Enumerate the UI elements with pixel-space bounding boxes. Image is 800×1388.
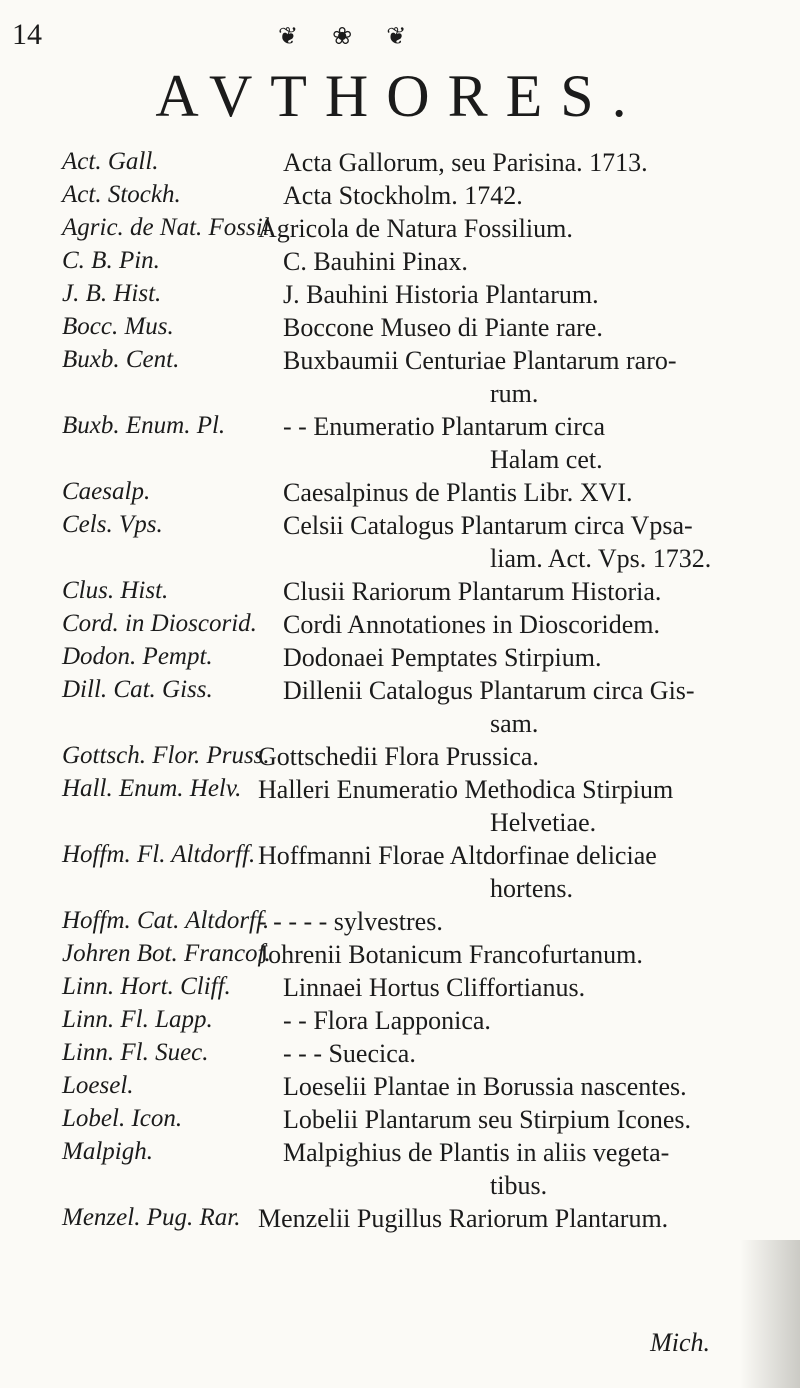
author-abbreviation: Linn. Hort. Cliff. bbox=[62, 973, 231, 1000]
author-full-title: - - Flora Lapponica. bbox=[283, 1006, 491, 1035]
author-abbreviation: Agric. de Nat. Fossil. bbox=[62, 214, 276, 241]
author-abbreviation: Cord. in Dioscorid. bbox=[62, 610, 257, 637]
author-abbreviation: Act. Stockh. bbox=[62, 181, 181, 208]
author-abbreviation: Caesalp. bbox=[62, 478, 151, 505]
author-abbreviation: J. B. Hist. bbox=[62, 280, 162, 307]
author-abbreviation: Act. Gall. bbox=[62, 148, 159, 175]
authors-list bbox=[0, 148, 800, 1237]
author-abbreviation: Linn. Fl. Lapp. bbox=[62, 1006, 213, 1033]
author-full-title: Helvetiae. bbox=[490, 808, 597, 837]
page-title: AVTHORES. bbox=[155, 63, 645, 129]
list-item bbox=[0, 544, 800, 577]
list-item bbox=[0, 1204, 800, 1237]
author-full-title: Clusii Rariorum Plantarum Historia. bbox=[283, 577, 662, 606]
list-item bbox=[0, 940, 800, 973]
author-full-title: sam. bbox=[490, 709, 539, 738]
author-full-title: rum. bbox=[490, 379, 539, 408]
list-item bbox=[0, 1039, 800, 1072]
author-abbreviation: Dodon. Pempt. bbox=[62, 643, 213, 670]
author-abbreviation: Johren Bot. Francof. bbox=[62, 940, 271, 967]
author-full-title: Lobelii Plantarum seu Stirpium Icones. bbox=[283, 1105, 691, 1134]
author-full-title: J. Bauhini Historia Plantarum. bbox=[283, 280, 599, 309]
author-abbreviation: Lobel. Icon. bbox=[62, 1105, 183, 1132]
author-full-title: Dillenii Catalogus Plantarum circa Gis- bbox=[283, 676, 695, 705]
author-abbreviation: C. B. Pin. bbox=[62, 247, 160, 274]
author-full-title: Dodonaei Pemptates Stirpium. bbox=[283, 643, 602, 672]
author-full-title: Caesalpinus de Plantis Libr. XVI. bbox=[283, 478, 633, 507]
author-full-title: Acta Gallorum, seu Parisina. 1713. bbox=[283, 148, 648, 177]
list-item bbox=[0, 610, 800, 643]
author-full-title: Loeselii Plantae in Borussia nascentes. bbox=[283, 1072, 687, 1101]
list-item bbox=[0, 412, 800, 445]
list-item bbox=[0, 874, 800, 907]
author-abbreviation: Hall. Enum. Helv. bbox=[62, 775, 242, 802]
list-item bbox=[0, 775, 800, 808]
list-item bbox=[0, 808, 800, 841]
author-full-title: Johrenii Botanicum Francofurtanum. bbox=[258, 940, 643, 969]
list-item bbox=[0, 1171, 800, 1204]
author-full-title: - - Enumeratio Plantarum circa bbox=[283, 412, 605, 441]
author-full-title: - - - - - sylvestres. bbox=[258, 907, 443, 936]
list-item bbox=[0, 280, 800, 313]
author-abbreviation: Menzel. Pug. Rar. bbox=[62, 1204, 241, 1231]
author-full-title: Agricola de Natura Fossilium. bbox=[258, 214, 573, 243]
author-abbreviation: Malpigh. bbox=[62, 1138, 153, 1165]
author-full-title: Cordi Annotationes in Dioscoridem. bbox=[283, 610, 660, 639]
author-abbreviation: Buxb. Enum. Pl. bbox=[62, 412, 226, 439]
author-abbreviation: Clus. Hist. bbox=[62, 577, 169, 604]
list-item bbox=[0, 577, 800, 610]
list-item bbox=[0, 445, 800, 478]
author-full-title: Buxbaumii Centuriae Plantarum raro- bbox=[283, 346, 677, 375]
author-full-title: Hoffmanni Florae Altdorfinae deliciae bbox=[258, 841, 657, 870]
author-full-title: liam. Act. Vps. 1732. bbox=[490, 544, 712, 573]
author-full-title: Boccone Museo di Piante rare. bbox=[283, 313, 603, 342]
author-full-title: Halam cet. bbox=[490, 445, 603, 474]
list-item bbox=[0, 907, 800, 940]
page-shadow bbox=[740, 1240, 800, 1388]
list-item bbox=[0, 643, 800, 676]
author-abbreviation: Cels. Vps. bbox=[62, 511, 163, 538]
list-item bbox=[0, 973, 800, 1006]
author-full-title: tibus. bbox=[490, 1171, 548, 1200]
author-abbreviation: Buxb. Cent. bbox=[62, 346, 180, 373]
list-item bbox=[0, 511, 800, 544]
list-item bbox=[0, 1138, 800, 1171]
author-abbreviation: Dill. Cat. Giss. bbox=[62, 676, 213, 703]
list-item bbox=[0, 1072, 800, 1105]
author-full-title: Halleri Enumeratio Methodica Stirpium bbox=[258, 775, 674, 804]
list-item bbox=[0, 148, 800, 181]
list-item bbox=[0, 709, 800, 742]
list-item bbox=[0, 313, 800, 346]
list-item bbox=[0, 214, 800, 247]
running-header bbox=[0, 18, 800, 58]
author-abbreviation: Hoffm. Fl. Altdorff. bbox=[62, 841, 256, 868]
author-full-title: Linnaei Hortus Cliffortianus. bbox=[283, 973, 586, 1002]
author-full-title: Malpighius de Plantis in aliis vegeta- bbox=[283, 1138, 670, 1167]
list-item bbox=[0, 346, 800, 379]
list-item bbox=[0, 676, 800, 709]
author-full-title: Celsii Catalogus Plantarum circa Vpsa- bbox=[283, 511, 693, 540]
author-full-title: Gottschedii Flora Prussica. bbox=[258, 742, 539, 771]
author-full-title: Menzelii Pugillus Rariorum Plantarum. bbox=[258, 1204, 669, 1233]
author-full-title: C. Bauhini Pinax. bbox=[283, 247, 468, 276]
catchword: Mich. bbox=[650, 1328, 710, 1357]
author-abbreviation: Gottsch. Flor. Pruss. bbox=[62, 742, 270, 769]
author-full-title: - - - Suecica. bbox=[283, 1039, 416, 1068]
list-item bbox=[0, 1105, 800, 1138]
author-full-title: Acta Stockholm. 1742. bbox=[283, 181, 523, 210]
author-abbreviation: Hoffm. Cat. Altdorff. bbox=[62, 907, 270, 934]
list-item bbox=[0, 247, 800, 280]
author-abbreviation: Linn. Fl. Suec. bbox=[62, 1039, 209, 1066]
author-full-title: hortens. bbox=[490, 874, 574, 903]
author-abbreviation: Loesel. bbox=[62, 1072, 134, 1099]
list-item bbox=[0, 379, 800, 412]
list-item bbox=[0, 841, 800, 874]
list-item bbox=[0, 742, 800, 775]
ornament-icon: ❦ ❀ ❦ bbox=[278, 24, 421, 50]
page-number: 14 bbox=[12, 18, 42, 51]
list-item bbox=[0, 1006, 800, 1039]
list-item bbox=[0, 181, 800, 214]
list-item bbox=[0, 478, 800, 511]
author-abbreviation: Bocc. Mus. bbox=[62, 313, 174, 340]
